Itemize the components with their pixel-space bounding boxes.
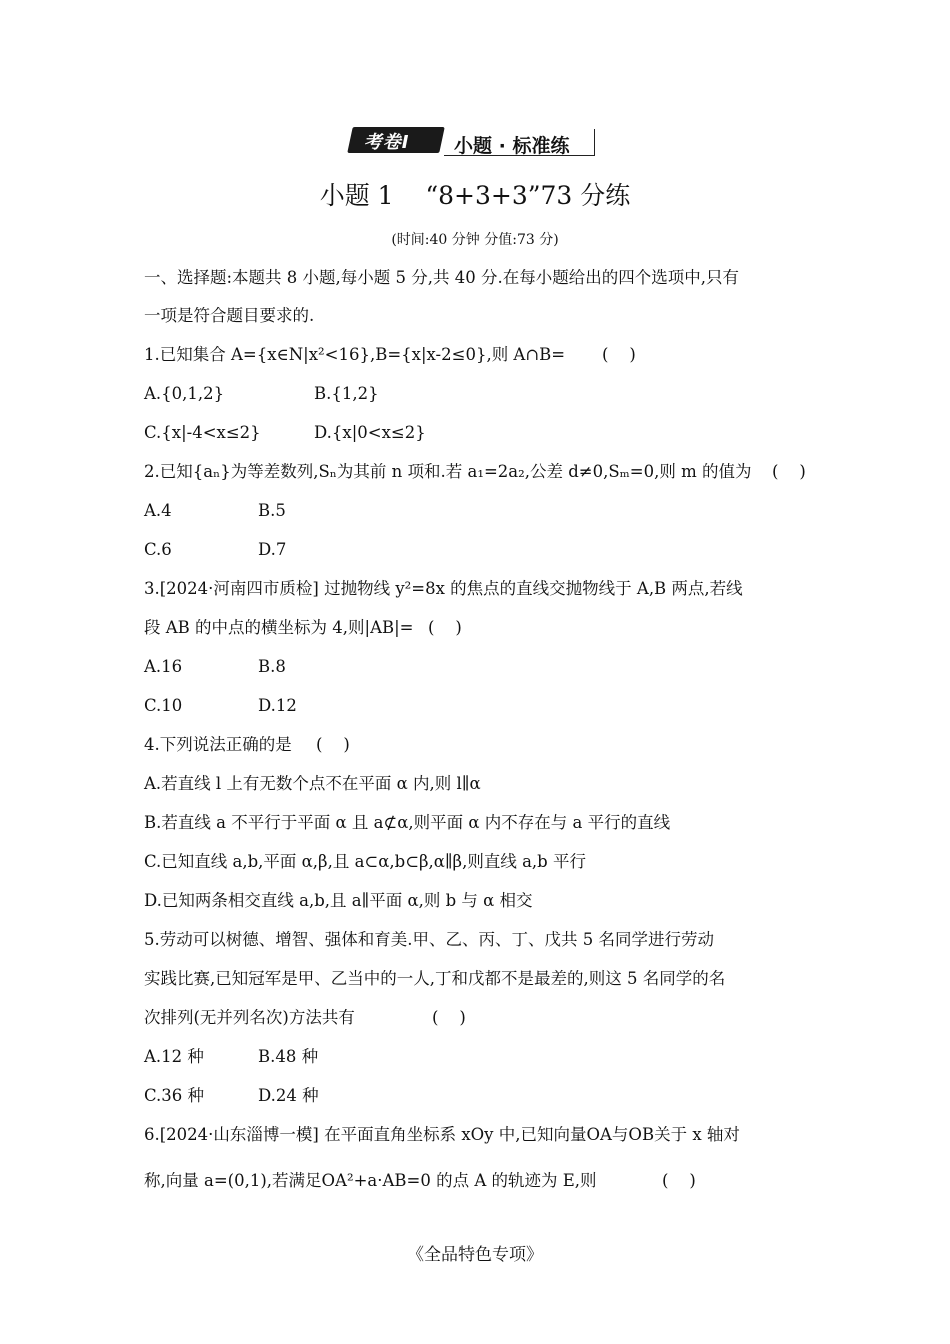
q5-option-b[interactable]: B.48 种 <box>258 1047 319 1066</box>
section-instructions-line1: 一、选择题:本题共 8 小题,每小题 5 分,共 40 分.在每小题给出的四个选项中,只有 <box>144 268 739 287</box>
q5-stem-line1: 5.劳动可以树德、增智、强体和育美.甲、乙、丙、丁、戊共 5 名同学进行劳动 <box>144 930 714 949</box>
q4-option-c[interactable]: C.已知直线 a,b,平面 α,β,且 a⊂α,b⊂β,α∥β,则直线 a,b 平行 <box>144 852 586 871</box>
page-footer: 《全品特色专项》 <box>407 1245 543 1265</box>
q4-option-d[interactable]: D.已知两条相交直线 a,b,且 a∥平面 α,则 b 与 α 相交 <box>144 891 533 910</box>
q2-option-d[interactable]: D.7 <box>258 540 287 559</box>
q2-answer-blank[interactable]: ( ) <box>772 462 806 481</box>
q4-stem: 4.下列说法正确的是 <box>144 735 292 754</box>
q6-answer-blank[interactable]: ( ) <box>662 1171 696 1190</box>
banner-label: 小题 · 标准练 <box>444 129 595 156</box>
q5-option-a[interactable]: A.12 种 <box>144 1047 204 1066</box>
q5-option-c[interactable]: C.36 种 <box>144 1086 205 1105</box>
time-score-info: (时间:40 分钟 分值:73 分) <box>391 232 559 248</box>
q4-answer-blank[interactable]: ( ) <box>316 735 350 754</box>
q3-stem-line2: 段 AB 的中点的横坐标为 4,则|AB|= <box>144 618 414 637</box>
q1-stem: 1.已知集合 A={x∈N|x²<16},B={x|x-2≤0},则 A∩B= <box>144 345 566 364</box>
q2-option-c[interactable]: C.6 <box>144 540 172 559</box>
q5-answer-blank[interactable]: ( ) <box>432 1008 466 1027</box>
q6-stem-line1: 6.[2024·山东淄博一模] 在平面直角坐标系 xOy 中,已知向量OA与OB关于 x 轴对 <box>144 1125 740 1144</box>
section-banner <box>350 123 602 159</box>
q2-option-b[interactable]: B.5 <box>258 501 286 520</box>
q3-option-a[interactable]: A.16 <box>144 657 183 676</box>
q3-stem-line1: 3.[2024·河南四市质检] 过抛物线 y²=8x 的焦点的直线交抛物线于 A,B 两点,若线 <box>144 579 743 598</box>
q6-stem-line2: 称,向量 a=(0,1),若满足OA²+a·AB=0 的点 A 的轨迹为 E,则 <box>144 1171 597 1190</box>
q1-option-b[interactable]: B.{1,2} <box>314 384 379 403</box>
section-instructions-line2: 一项是符合题目要求的. <box>144 306 315 325</box>
q5-stem-line3: 次排列(无并列名次)方法共有 <box>144 1008 355 1027</box>
q5-option-d[interactable]: D.24 种 <box>258 1086 319 1105</box>
q1-option-d[interactable]: D.{x|0<x≤2} <box>314 423 426 442</box>
q3-option-b[interactable]: B.8 <box>258 657 286 676</box>
q4-option-a[interactable]: A.若直线 l 上有无数个点不在平面 α 内,则 l∥α <box>144 774 481 793</box>
q1-option-a[interactable]: A.{0,1,2} <box>144 384 225 403</box>
q3-option-c[interactable]: C.10 <box>144 696 183 715</box>
banner-tag: 考卷Ⅰ <box>347 127 445 153</box>
q1-option-c[interactable]: C.{x|-4<x≤2} <box>144 423 261 442</box>
q5-stem-line2: 实践比赛,已知冠军是甲、乙当中的一人,丁和戊都不是最差的,则这 5 名同学的名 <box>144 969 726 988</box>
q1-answer-blank[interactable]: ( ) <box>602 345 636 364</box>
q3-option-d[interactable]: D.12 <box>258 696 297 715</box>
q2-stem: 2.已知{aₙ}为等差数列,Sₙ为其前 n 项和.若 a₁=2a₂,公差 d≠0,Sₘ=0,则 m 的值为 <box>144 462 752 481</box>
q2-option-a[interactable]: A.4 <box>144 501 172 520</box>
q3-answer-blank[interactable]: ( ) <box>428 618 462 637</box>
page-title: 小题 1 “8+3+3”73 分练 <box>319 181 631 210</box>
q4-option-b[interactable]: B.若直线 a 不平行于平面 α 且 a⊄α,则平面 α 内不存在与 a 平行的直线 <box>144 813 671 832</box>
